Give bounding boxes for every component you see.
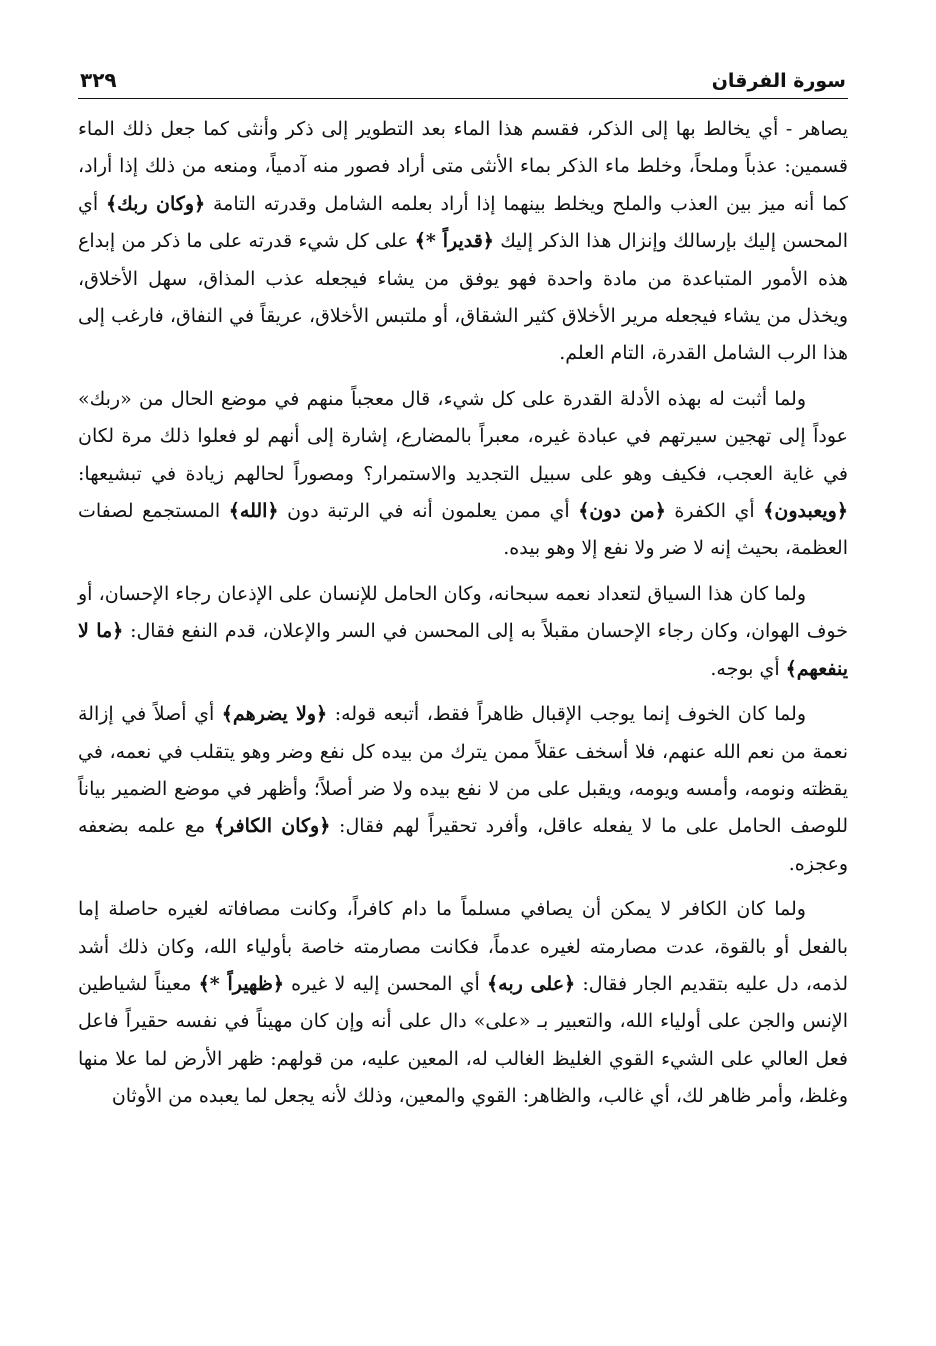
commentary-text: أي المحسن إليك بإرسالك وإنزال هذا الذكر إليك — [78, 192, 848, 253]
commentary-text: على كل شيء قدرته على ما ذكر من إبداع هذه الأمور المتباعدة من مادة واحدة فهو يوفق من يشاء فيجعله عذب المذاق، سهل الأخلاق، ويخذل من يشاء فيجعله مرير الأخلاق كثير الشقاق، أو ملتبس الأخلاق، عريقاً في النفاق، فارغب إلى هذا الرب الشامل القدرة، التام العلم. — [78, 230, 848, 365]
commentary-text: ولما كان الخوف إنما يوجب الإقبال ظاهراً فقط، أتبعه قوله: — [327, 703, 807, 726]
commentary-text: المستجمع لصفات العظمة، بحيث إنه لا ضر ولا نفع إلا وهو بيده. — [78, 500, 848, 560]
paragraph — [78, 696, 848, 883]
paragraph — [78, 576, 848, 688]
quran-quote: ﴿ويعبدون﴾ — [763, 500, 848, 523]
quran-quote: ﴿ظهيراً *﴾ — [198, 972, 284, 995]
commentary-text: أي المحسن إليه لا غيره — [283, 972, 487, 995]
quran-quote: ﴿قديراً *﴾ — [414, 230, 494, 253]
commentary-text: أي بوجه. — [710, 657, 786, 680]
quran-quote: ﴿وكان الكافر﴾ — [213, 815, 331, 838]
surah-title: سورة الفرقان — [711, 70, 846, 92]
header-rule — [78, 98, 848, 99]
paragraph — [78, 381, 848, 568]
document-page — [78, 62, 848, 1124]
commentary-text: يصاهر - أي يخالط بها إلى الذكر، فقسم هذا الماء بعد التطوير إلى ذكر وأنثى كما جعل ذلك الماء قسمين: عذباً وملحاً، وخلط ماء الذكر بماء الأنثى متى أراد فصور منه آدمياً، ومنعه من ذلك إذا أراد، كما أنه ميز بين العذب والملح ويخلط بينهما إذا أراد بعلمه الشامل وقدرته التامة — [78, 118, 848, 215]
commentary-text: معيناً لشياطين الإنس والجن على أولياء الله، والتعبير بـ «على» دال على أنه وإن كان مهيناً في نفسه حقيراً فاعل فعل العالي على الشيء القوي الغليظ الغالب له، المعين عليه، من قولهم: ظهر الأرض لما علا منها وغلظ، وأمر ظاهر لك، أي غالب، والظاهر: القوي والمعين، وذلك لأنه يجعل لما يعبده من الأوثان — [78, 972, 848, 1108]
running-header — [78, 62, 848, 92]
commentary-text: ولما أثبت له بهذه الأدلة القدرة على كل شيء، قال معجباً منهم في موضع الحال من «ربك» عوداً إلى تهجين سيرتهم في عبادة غيره، معبراً بالمضارع، إشارة إلى أنهم لو فعلوا ذلك مرة لكان في غاية العجب، فكيف وهو على سبيل التجديد والاستمرار؟ ومصوراً لحالهم زيادة في تبشيعها: — [78, 387, 848, 485]
body-text — [78, 111, 848, 1116]
paragraph — [78, 111, 848, 373]
commentary-text: أي أصلاً في إزالة نعمة من نعم الله عنهم، فلا أسخف عقلاً ممن يترك من بيده كل نفع وضر وهو يتقلب في نعمه، في يقظته ونومه، وأمسه ويومه، ويقبل على من لا نفع بيده ولا ضر أصلاً؛ وأظهر في موضع الضمير بياناً للوصف الحامل على ما لا يفعله عاقل، وأفرد تحقيراً لهم فقال: — [78, 703, 848, 838]
paragraph — [78, 891, 848, 1115]
commentary-text: ولما كان الكافر لا يمكن أن يصافي مسلماً ما دام كافراً، وكانت مصافاته لغيره حاصلة إما بالفعل أو بالقوة، عدت مصارمته لغيره عدماً، فكانت مصارمته خاصة بأولياء الله، وكان ذلك أشد لذمه، دل عليه بتقديم الجار فقال: — [78, 898, 848, 995]
quran-quote: ﴿على ربه﴾ — [487, 972, 576, 995]
quran-quote: ﴿الله﴾ — [228, 500, 279, 523]
commentary-text: مع علمه بضعفه وعجزه. — [78, 815, 848, 875]
quran-quote: ﴿ما لا ينفعهم﴾ — [78, 620, 848, 680]
commentary-text: أي ممن يعلمون أنه في الرتبة دون — [278, 500, 579, 523]
quran-quote: ﴿ولا يضرهم﴾ — [221, 703, 328, 726]
commentary-text: أي الكفرة — [665, 500, 764, 523]
quran-quote: ﴿من دون﴾ — [578, 500, 666, 523]
page-number: ٣٢٩ — [80, 68, 117, 92]
commentary-text: ولما كان هذا السياق لتعداد نعمه سبحانه، وكان الحامل للإنسان على الإذعان رجاء الإحسان، أو خوف الهوان، وكان رجاء الإحسان مقبلاً به إلى المحسن في السر والإعلان، قدم النفع فقال: — [78, 582, 848, 643]
quran-quote: ﴿وكان ربك﴾ — [106, 192, 206, 215]
